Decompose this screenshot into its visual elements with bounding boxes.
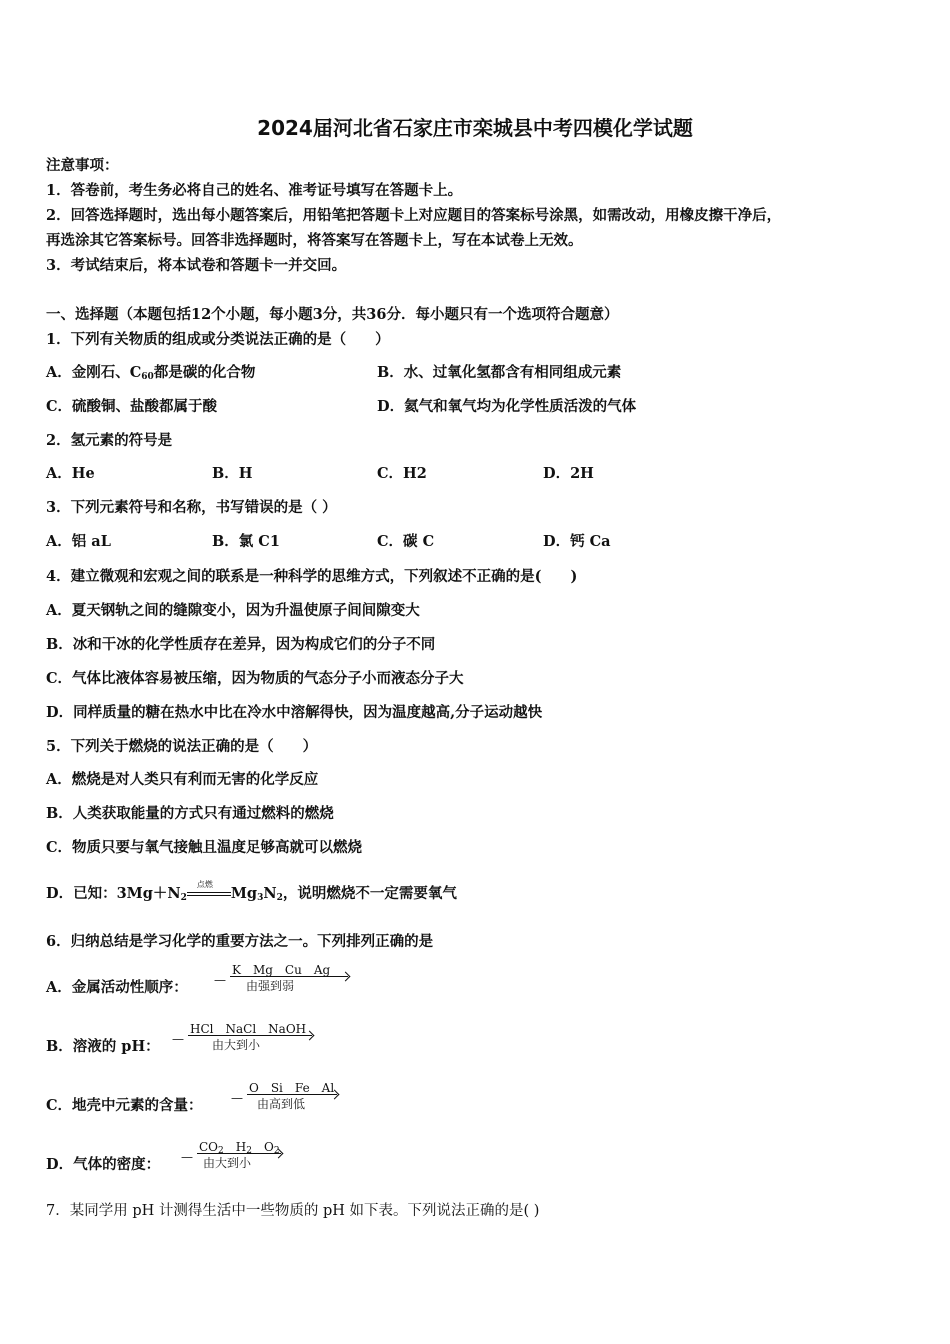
- sequence-items: O Si Fe Al: [249, 1081, 335, 1095]
- q2-stem: 2．氢元素的符号是: [46, 432, 173, 449]
- q6-option-a-sequence: [214, 961, 344, 995]
- notice-item-2: 2．回答选择题时，选出每小题答案后，用铅笔把答题卡上对应题目的答案标号涂黑，如需改动，用橡皮擦干净后，: [46, 207, 782, 224]
- q2-option-c[interactable]: C．H2: [377, 465, 427, 482]
- equals-bar-bottom: [187, 895, 231, 896]
- seq-o-sub: 2: [273, 1146, 280, 1156]
- notice-heading: 注意事项：: [46, 157, 119, 174]
- q1-option-c[interactable]: C．硫酸铜、盐酸都属于酸: [46, 398, 218, 415]
- q2-option-d[interactable]: D．2H: [543, 465, 594, 482]
- sequence-order: 由大到小: [212, 1038, 261, 1052]
- q1-option-b[interactable]: B．水、过氧化氢都含有相同组成元素: [377, 364, 622, 381]
- sequence-order: 由强到弱: [246, 979, 295, 993]
- reaction-condition: 点燃: [196, 880, 213, 889]
- q5-option-a[interactable]: A．燃烧是对人类只有利而无害的化学反应: [46, 771, 319, 788]
- q1-option-a[interactable]: [46, 361, 255, 382]
- q1-option-d[interactable]: D．氦气和氧气均为化学性质活泼的气体: [377, 398, 637, 415]
- equals-bar-top: [187, 892, 231, 893]
- q5-stem: 5．下列关于燃烧的说法正确的是（ ）: [46, 738, 318, 755]
- seq-o: O: [251, 1140, 274, 1154]
- seq-co: CO: [199, 1140, 219, 1154]
- q1-stem: 1．下列有关物质的组成或分类说法正确的是（ ）: [46, 331, 390, 348]
- seq-h: H: [223, 1140, 247, 1154]
- q1-option-a-pre: A．金刚石、C: [46, 364, 142, 381]
- q6-option-b-sequence: [172, 1020, 322, 1054]
- q3-option-d[interactable]: D．钙 Ca: [543, 533, 611, 550]
- sequence-dash: —: [214, 973, 226, 987]
- sequence-items: K Mg Cu Ag: [232, 963, 331, 977]
- q6-option-c-sequence: [231, 1079, 351, 1113]
- q3-option-c[interactable]: C．碳 C: [377, 533, 435, 550]
- q5-d-mid2: N: [263, 885, 277, 902]
- q5-d-sub3: 2: [276, 893, 283, 903]
- q5-d-sub2: 3: [257, 893, 264, 903]
- q4-option-a[interactable]: A．夏天钢轨之间的缝隙变小，因为升温使原子间间隙变大: [46, 602, 420, 619]
- q6-option-c-label[interactable]: C．地壳中元素的含量：: [46, 1097, 203, 1114]
- sequence-dash: —: [181, 1150, 193, 1164]
- q1-option-a-post: 都是碳的化合物: [153, 364, 256, 381]
- notice-item-3: 3．考试结束后，将本试卷和答题卡一并交回。: [46, 257, 347, 274]
- q5-option-b[interactable]: B．人类获取能量的方式只有通过燃料的燃烧: [46, 805, 334, 822]
- q5-d-sub1: 2: [180, 893, 187, 903]
- q2-option-a[interactable]: A．He: [46, 465, 95, 482]
- q5-d-pre: D．已知：3Mg＋N: [46, 885, 181, 902]
- sequence-dash: —: [231, 1091, 243, 1105]
- seq-co-sub: 2: [218, 1146, 224, 1156]
- q3-option-b[interactable]: B．氯 C1: [212, 533, 280, 550]
- q5-option-d[interactable]: [46, 882, 457, 903]
- reaction-condition-arrow: [187, 882, 231, 900]
- q5-d-post: ，说明燃烧不一定需要氧气: [282, 885, 457, 902]
- notice-item-1: 1．答卷前，考生务必将自己的姓名、准考证号填写在答题卡上。: [46, 182, 463, 199]
- sequence-order: 由高到低: [257, 1097, 306, 1111]
- q2-option-b[interactable]: B．H: [212, 465, 253, 482]
- q6-option-a-label[interactable]: A．金属活动性顺序：: [46, 979, 188, 996]
- q4-stem: 4．建立微观和宏观之间的联系是一种科学的思维方式，下列叙述不正确的是( ): [46, 568, 578, 585]
- sequence-order: 由大到小: [203, 1156, 252, 1170]
- q5-option-c[interactable]: C．物质只要与氧气接触且温度足够高就可以燃烧: [46, 839, 363, 856]
- q4-option-d[interactable]: D．同样质量的糖在热水中比在冷水中溶解得快，因为温度越高,分子运动越快: [46, 704, 543, 721]
- q6-option-d-sequence: [181, 1138, 291, 1172]
- sequence-items: HCl NaCl NaOH: [190, 1022, 307, 1036]
- q5-d-mid: Mg: [230, 885, 258, 902]
- q4-option-c[interactable]: C．气体比液体容易被压缩，因为物质的气态分子小而液态分子大: [46, 670, 464, 687]
- q3-option-a[interactable]: A．铝 aL: [46, 533, 111, 550]
- q1-option-a-sub: 60: [141, 372, 154, 382]
- q3-stem: 3．下列元素符号和名称，书写错误的是（ ）: [46, 499, 337, 516]
- seq-h-sub: 2: [246, 1146, 252, 1156]
- sequence-dash: —: [172, 1032, 184, 1046]
- q6-option-d-label[interactable]: D．气体的密度：: [46, 1156, 161, 1173]
- notice-item-2-cont: 再选涂其它答案标号。回答非选择题时，将答案写在答题卡上，写在本试卷上无效。: [46, 232, 583, 249]
- page-title: 2024届河北省石家庄市栾城县中考四模化学试题: [257, 116, 693, 140]
- q7-stem: 7．某同学用 pH 计测得生活中一些物质的 pH 如下表。下列说法正确的是( ): [46, 1203, 540, 1219]
- q6-stem: 6．归纳总结是学习化学的重要方法之一。下列排列正确的是: [46, 933, 434, 950]
- section-heading: 一、选择题（本题包括12个小题，每小题3分，共36分．每小题只有一个选项符合题意）: [46, 306, 619, 323]
- q4-option-b[interactable]: B．冰和干冰的化学性质存在差异，因为构成它们的分子不同: [46, 636, 436, 653]
- q6-option-b-label[interactable]: B．溶液的 pH：: [46, 1038, 160, 1055]
